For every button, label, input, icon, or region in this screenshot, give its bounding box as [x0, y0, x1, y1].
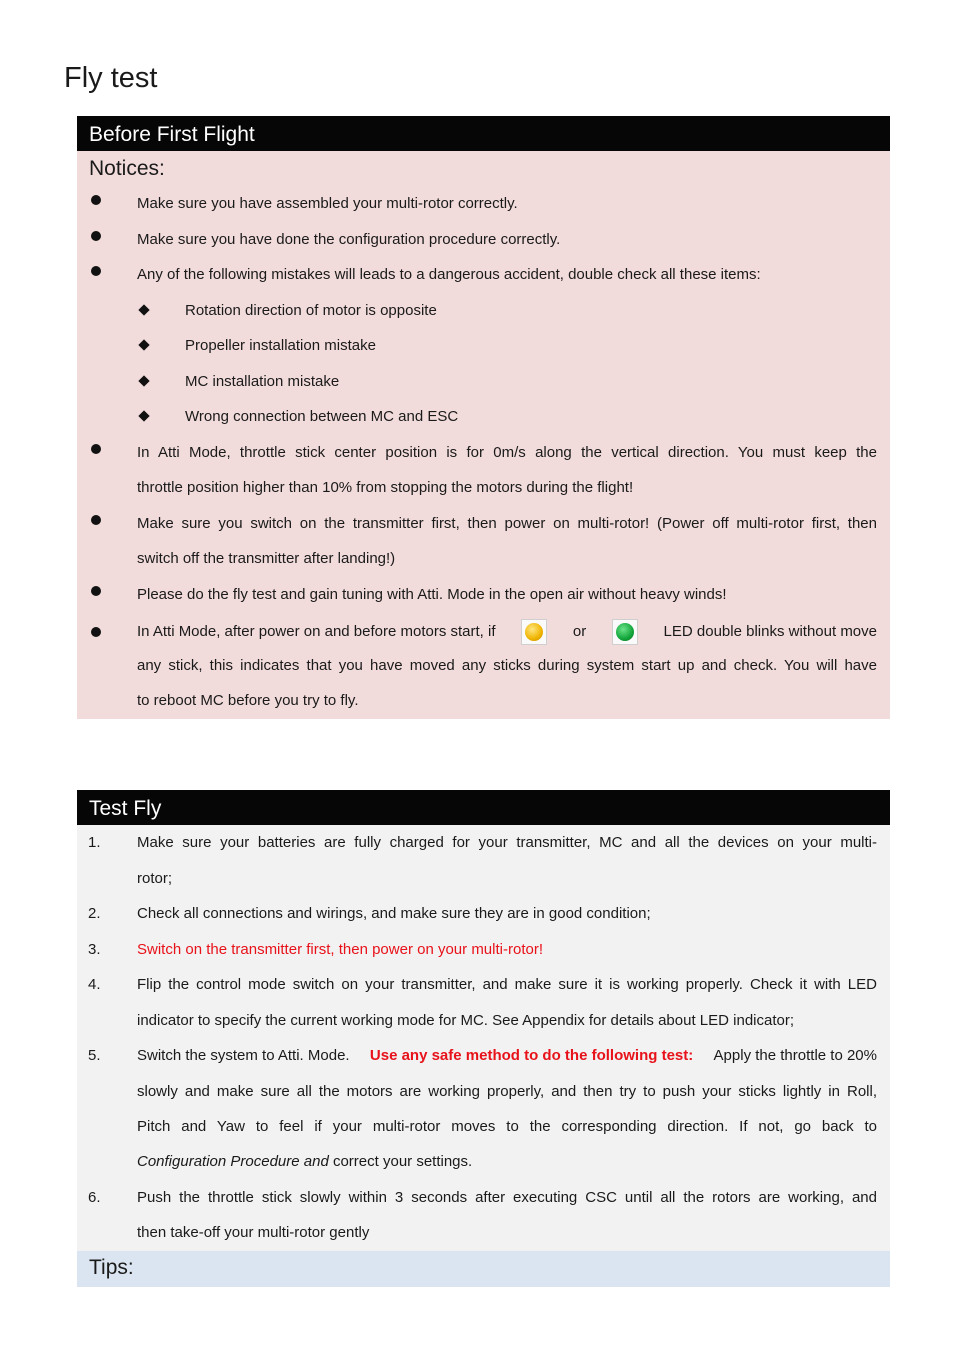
- configuration-procedure-ref: Configuration Procedure and: [137, 1153, 329, 1170]
- step-text: Make sure your batteries are fully charged for your transmitter, MC and all the devices on your multi-: [137, 834, 877, 851]
- page-title: Fly test: [64, 62, 158, 94]
- mistake-item: Propeller installation mistake: [185, 337, 376, 354]
- notices-heading: Notices:: [89, 157, 165, 180]
- mistake-item: Wrong connection between MC and ESC: [185, 408, 459, 425]
- before-first-flight-section: [77, 116, 890, 719]
- step-text-continued: indicator to specify the current working mode for MC. See Appendix for details about LED indicator;: [137, 1012, 795, 1029]
- notice-item-continued: any stick, this indicates that you have moved any sticks during system start up and check. You will have: [137, 657, 877, 674]
- step5-warning: Use any safe method to do the following test:: [369, 1047, 694, 1064]
- step5-end: correct your settings.: [332, 1153, 473, 1170]
- tips-heading: Tips:: [89, 1256, 134, 1279]
- test-fly-steps-box: [77, 825, 890, 1251]
- notice-item: Any of the following mistakes will leads to a dangerous accident, double check all these items:: [137, 266, 761, 283]
- step-text: Push the throttle stick slowly within 3 seconds after executing CSC until all the rotors are working, and: [137, 1189, 877, 1206]
- mistake-item: Rotation direction of motor is opposite: [185, 302, 437, 319]
- bullet-icon: [91, 195, 101, 205]
- tips-box: [77, 1251, 890, 1287]
- diamond-bullet-icon: [138, 304, 149, 315]
- step-text-continued: [137, 1152, 877, 1172]
- step-text: [137, 1046, 877, 1066]
- bullet-icon: [91, 515, 101, 525]
- step-number: 6.: [88, 1189, 101, 1206]
- step-text-warning: Switch on the transmitter first, then power on your multi-rotor!: [137, 941, 543, 958]
- diamond-bullet-icon: [138, 410, 149, 421]
- step-number: 2.: [88, 905, 101, 922]
- bullet-icon: [91, 627, 101, 637]
- notice-item-continued: switch off the transmitter after landing!): [137, 550, 396, 567]
- notice-item: Make sure you have assembled your multi-rotor correctly.: [137, 195, 518, 212]
- notice-item: Please do the fly test and gain tuning with Atti. Mode in the open air without heavy winds!: [137, 586, 727, 603]
- step-text-continued: Pitch and Yaw to feel if your multi-rotor moves to the corresponding direction. If not, go back to: [137, 1118, 877, 1135]
- step-text: Flip the control mode switch on your transmitter, and make sure it is working properly. Check it with LED: [137, 976, 877, 993]
- notices-box: [77, 151, 890, 719]
- step5-intro: Switch the system to Atti. Mode.: [137, 1047, 350, 1064]
- notice-item-continued: to reboot MC before you try to fly.: [137, 692, 359, 709]
- diamond-bullet-icon: [138, 339, 149, 350]
- step-number: 4.: [88, 976, 101, 993]
- mistake-item: MC installation mistake: [185, 373, 340, 390]
- step5-throttle: Apply the throttle to 20%: [713, 1047, 877, 1064]
- notice-item: Make sure you switch on the transmitter first, then power on multi-rotor! (Power off multi-rotor first, then: [137, 515, 877, 532]
- diamond-bullet-icon: [138, 375, 149, 386]
- notice-item-led: [137, 619, 877, 645]
- step-number: 5.: [88, 1047, 101, 1064]
- test-fly-section: [77, 790, 890, 1287]
- section-header-test-fly: Test Fly: [77, 790, 890, 825]
- notice-item: Make sure you have done the configuration procedure correctly.: [137, 231, 561, 248]
- bullet-icon: [91, 231, 101, 241]
- step-text-continued: then take-off your multi-rotor gently: [137, 1224, 370, 1241]
- green-led-icon: [612, 619, 638, 645]
- bullet-icon: [91, 444, 101, 454]
- step-number: 3.: [88, 941, 101, 958]
- notice-item: In Atti Mode, throttle stick center position is for 0m/s along the vertical direction. You must keep the: [137, 444, 877, 461]
- notice-item-continued: throttle position higher than 10% from stopping the motors during the flight!: [137, 479, 634, 496]
- bullet-icon: [91, 266, 101, 276]
- bullet-icon: [91, 586, 101, 596]
- step-text-continued: slowly and make sure all the motors are working properly, and then try to push your sticks lightly in Roll,: [137, 1083, 877, 1100]
- step-text: Check all connections and wirings, and make sure they are in good condition;: [137, 905, 651, 922]
- yellow-led-icon: [521, 619, 547, 645]
- step-number: 1.: [88, 834, 101, 851]
- step-text-continued: rotor;: [137, 870, 173, 887]
- led-sentence-end: LED double blinks without move: [663, 623, 877, 640]
- led-sentence-start: In Atti Mode, after power on and before motors start, if: [137, 623, 496, 640]
- led-or: or: [572, 623, 587, 640]
- section-header-before-first-flight: Before First Flight: [77, 116, 890, 151]
